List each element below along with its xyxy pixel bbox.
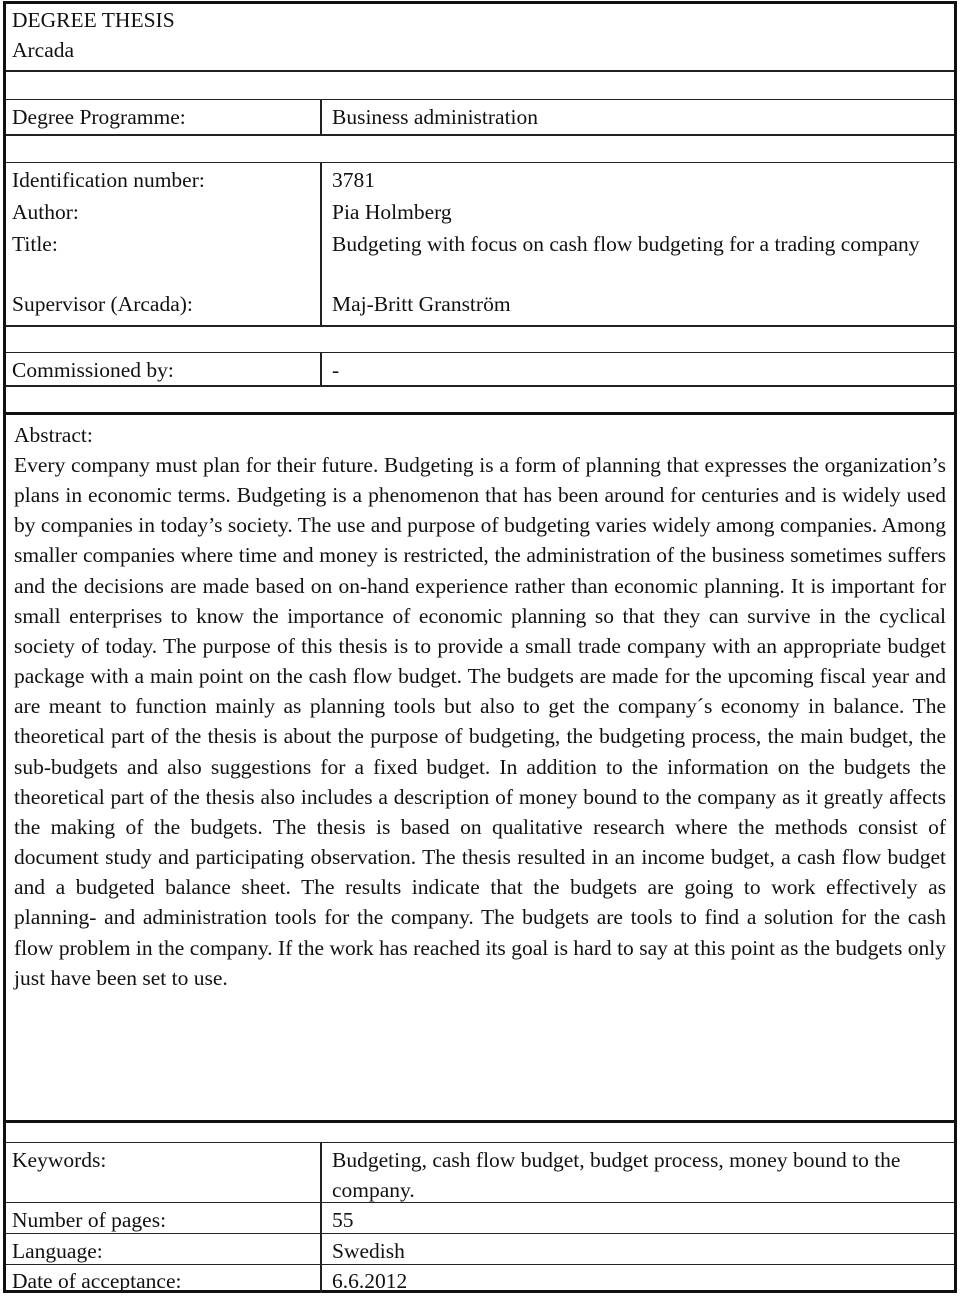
pages-label: Number of pages: (6, 1203, 322, 1233)
language-row (6, 1234, 954, 1265)
author-value: Pia Holmberg (332, 200, 452, 224)
identity-values (322, 163, 954, 325)
abstract-text: Every company must plan for their future. Budgeting is a form of planning that expresses the organization’s plans in economic terms. Budgeting is a phenomenon that has been around for centuries and is widely used by companies in today’s society. The use and purpose of budgeting varies widely among companies. Among smaller companies where time and money is restricted, the administration of the business sometimes suffers and the decisions are made based on on-hand experience rather than economic planning. It is important for small enterprises to know the importance of economic planning so that they can survive in the cyclical society of today. The purpose of this thesis is to provide a small trade company with an appropriate budget package with a main point on the cash flow budget. The budgets are made for the upcoming fiscal year and are meant to function mainly as planning tools but also to get the company´s economy in balance. The theoretical part of the thesis is about the purpose of budgeting, the budgeting process, the main budget, the sub-budgets and also suggestions for a fixed budget. In addition to the information on the budgets the theoretical part of the thesis also includes a description of money bound to the company as it greatly affects the making of the budgets. The thesis is based on qualitative research where the methods consist of document study and participating observation. The thesis resulted in an income budget, a cash flow budget and a budgeted balance sheet. The results indicate that the budgets are going to work effectively as planning- and administration tools for the company. The budgets are tools to find a solution for the cash flow problem in the company. If the work has reached its goal is hard to say at this point as the budgets only just have been set to use. (14, 453, 946, 990)
abstract-label: Abstract: (14, 423, 93, 447)
spacer-row (6, 387, 954, 415)
language-label: Language: (6, 1234, 322, 1264)
pages-row (6, 1203, 954, 1234)
supervisor-label: Supervisor (Arcada): (12, 292, 193, 316)
acceptance-row (6, 1265, 954, 1293)
header-cell (6, 4, 954, 70)
title-value: Budgeting with focus on cash flow budgeting for a trading company (332, 232, 920, 256)
identification-label: Identification number: (12, 168, 205, 192)
spacer-row (6, 327, 954, 353)
acceptance-value: 6.6.2012 (332, 1269, 408, 1293)
spacer-row (6, 136, 954, 163)
programme-row (6, 100, 954, 136)
supervisor-value: Maj-Britt Granström (332, 292, 511, 316)
programme-label: Degree Programme: (6, 100, 322, 134)
commissioned-value: - (332, 358, 340, 382)
pages-value: 55 (332, 1208, 354, 1232)
thesis-abstract-form (3, 1, 957, 1293)
keywords-row (6, 1142, 954, 1203)
commissioned-row (6, 353, 954, 387)
author-label: Author: (12, 200, 79, 224)
keywords-value: Budgeting, cash flow budget, budget process, money bound to the company. (332, 1148, 901, 1202)
spacer-row (6, 72, 954, 100)
identity-labels (6, 163, 322, 325)
commissioned-label: Commissioned by: (6, 353, 322, 385)
keywords-label: Keywords: (6, 1143, 322, 1202)
school-name: Arcada (12, 38, 75, 62)
language-value: Swedish (332, 1239, 405, 1263)
abstract-cell (6, 415, 954, 1120)
abstract-section (6, 415, 954, 1123)
header-row (6, 4, 954, 72)
identity-block (6, 163, 954, 327)
acceptance-label: Date of acceptance: (6, 1265, 322, 1293)
title-label: Title: (12, 232, 58, 256)
identification-value: 3781 (332, 168, 375, 192)
programme-value: Business administration (332, 105, 539, 129)
document-title: DEGREE THESIS (12, 8, 175, 32)
